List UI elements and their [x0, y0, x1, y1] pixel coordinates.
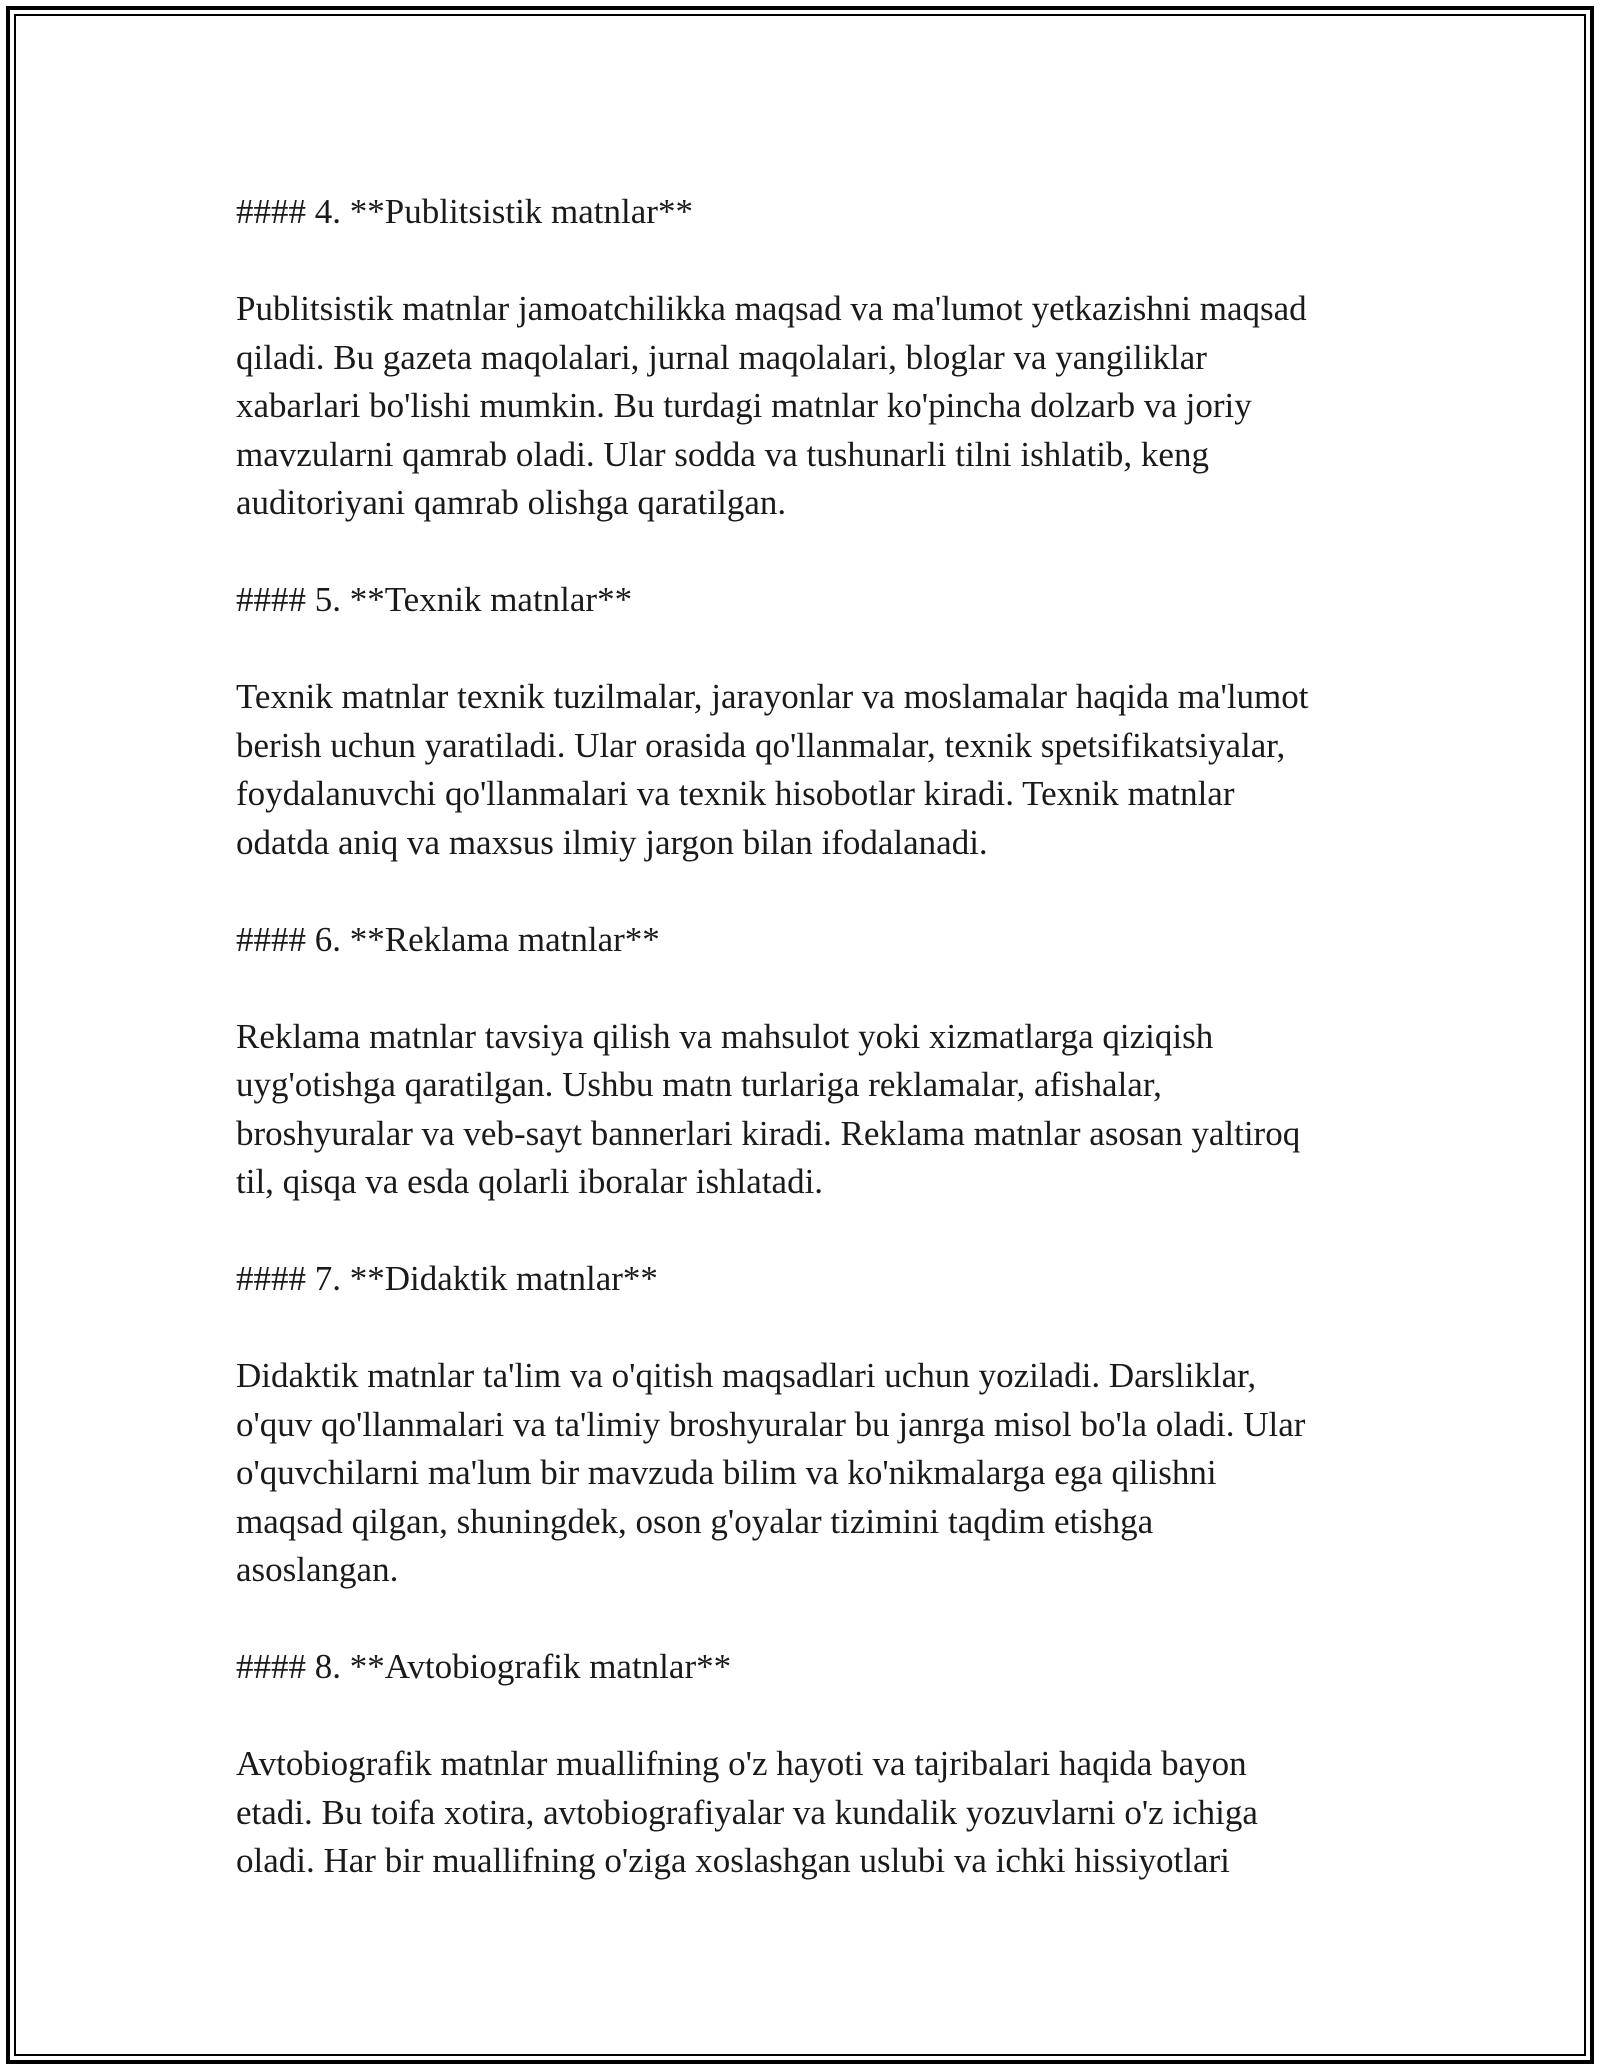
paragraph-line: berish uchun yaratiladi. Ular orasida qo'llanmalar, texnik spetsifikatsiyalar,: [236, 725, 1286, 765]
section-paragraph-7: [236, 1352, 1386, 1595]
paragraph-line: Didaktik matnlar ta'lim va o'qitish maqsadlari uchun yoziladi. Darsliklar,: [236, 1356, 1257, 1395]
paragraph-line: auditoriyani qamrab olishga qaratilgan.: [236, 483, 787, 522]
paragraph-line: Avtobiografik matnlar muallifning o'z hayoti va tajribalari haqida bayon: [236, 1744, 1247, 1783]
section-paragraph-4: [236, 285, 1386, 528]
paragraph-line: qiladi. Bu gazeta maqolalari, jurnal maqolalari, bloglar va yangiliklar: [236, 337, 1207, 377]
paragraph-line: til, qisqa va esda qolarli iboralar ishlatadi.: [236, 1162, 824, 1201]
section-paragraph-8: [236, 1740, 1386, 1886]
section-paragraph-5: [236, 673, 1386, 867]
section-heading-7: #### 7. **Didaktik matnlar**: [236, 1259, 658, 1298]
paragraph-line: odatda aniq va maxsus ilmiy jargon bilan ifodalanadi.: [236, 822, 988, 862]
paragraph-line: maqsad qilgan, shuningdek, oson g'oyalar tizimini taqdim etishga: [236, 1501, 1154, 1541]
paragraph-line: o'quvchilarni ma'lum bir mavzuda bilim va ko'nikmalarga ega qilishni: [236, 1453, 1217, 1492]
section-heading-5: #### 5. **Texnik matnlar**: [236, 580, 633, 619]
paragraph-line: o'quv qo'llanmalari va ta'limiy broshyuralar bu janrga misol bo'la oladi. Ular: [236, 1404, 1306, 1444]
section-paragraph-6: [236, 1013, 1386, 1207]
paragraph-line: Texnik matnlar texnik tuzilmalar, jarayonlar va moslamalar haqida ma'lumot: [236, 677, 1309, 716]
paragraph-line: oladi. Har bir muallifning o'ziga xoslashgan uslubi va ichki hissiyotlari: [236, 1841, 1230, 1880]
paragraph-line: asoslangan.: [236, 1550, 399, 1589]
section-heading-4: #### 4. **Publitsistik matnlar**: [236, 192, 693, 231]
paragraph-line: Publitsistik matnlar jamoatchilikka maqsad va ma'lumot yetkazishni maqsad: [236, 289, 1307, 328]
paragraph-line: uyg'otishga qaratilgan. Ushbu matn turlariga reklamalar, afishalar,: [236, 1065, 1162, 1104]
document-body: [236, 188, 1386, 1934]
section-heading-8: #### 8. **Avtobiografik matnlar**: [236, 1647, 732, 1686]
paragraph-line: mavzularni qamrab oladi. Ular sodda va tushunarli tilni ishlatib, keng: [236, 434, 1209, 474]
paragraph-line: etadi. Bu toifa xotira, avtobiografiyalar va kundalik yozuvlarni o'z ichiga: [236, 1792, 1258, 1832]
paragraph-line: Reklama matnlar tavsiya qilish va mahsulot yoki xizmatlarga qiziqish: [236, 1016, 1214, 1056]
paragraph-line: xabarlari bo'lishi mumkin. Bu turdagi matnlar ko'pincha dolzarb va joriy: [236, 386, 1252, 425]
paragraph-line: broshyuralar va veb-sayt bannerlari kiradi. Reklama matnlar asosan yaltiroq: [236, 1113, 1301, 1153]
paragraph-line: foydalanuvchi qo'llanmalari va texnik hisobotlar kiradi. Texnik matnlar: [236, 774, 1235, 813]
section-heading-6: #### 6. **Reklama matnlar**: [236, 919, 660, 959]
